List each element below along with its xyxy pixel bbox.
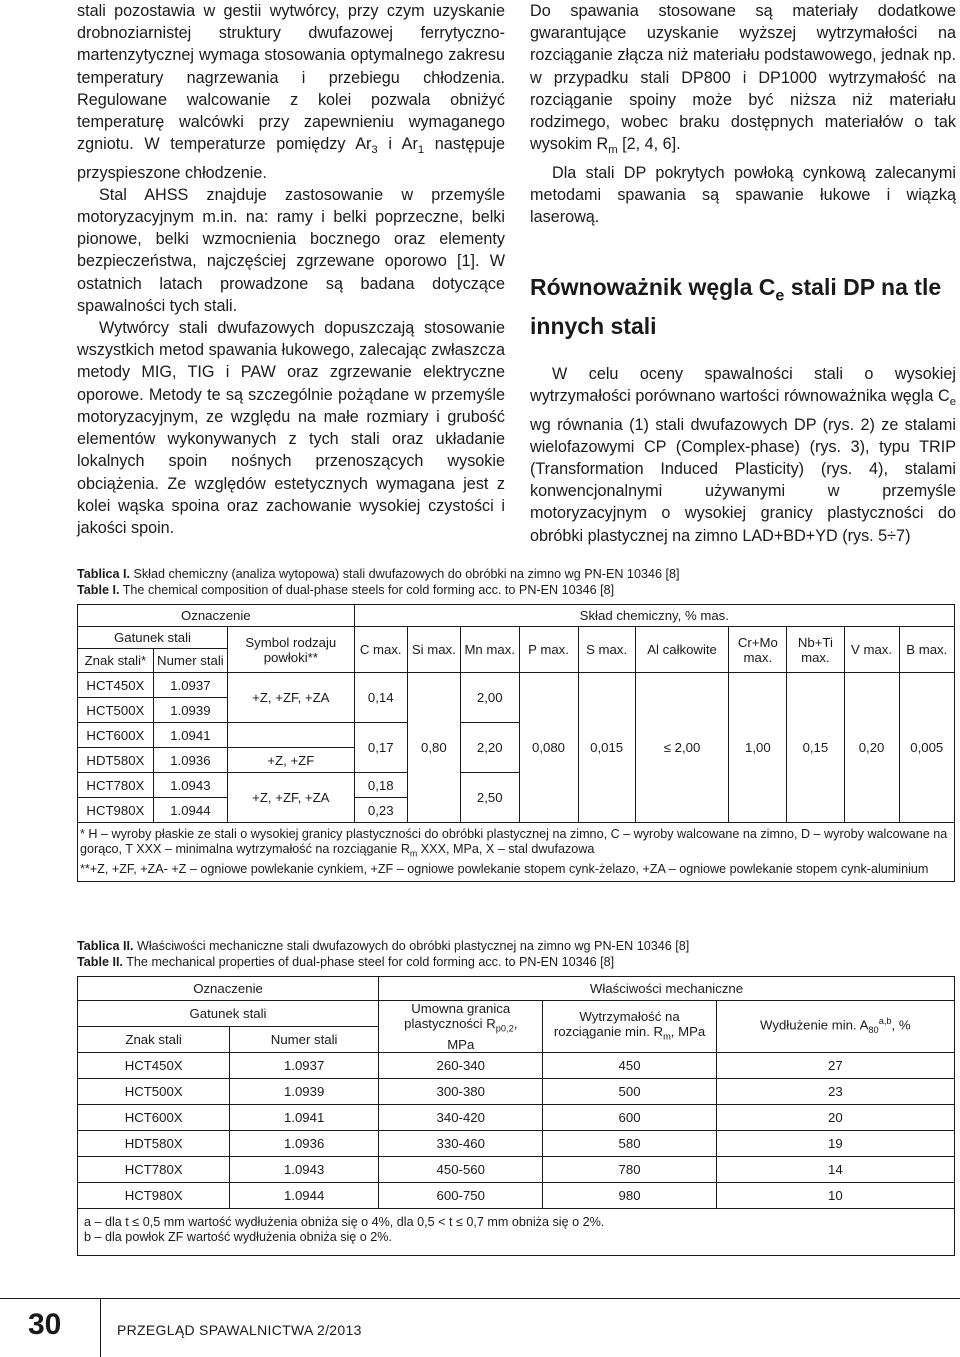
table2-cell-a: 23 (716, 1078, 954, 1104)
table1-cell-znak: HCT600X (78, 723, 154, 748)
table2-header-wlasciwosci: Właściwości mechaniczne (379, 977, 955, 1001)
table1-chemical-composition (77, 604, 955, 882)
table2-cell-numer: 1.0943 (230, 1156, 379, 1182)
table2-cell-a: 19 (716, 1130, 954, 1156)
table2-header-gatunek: Gatunek stali (78, 1001, 379, 1027)
table2-cell-a: 20 (716, 1104, 954, 1130)
table1-header-si: Si max. (407, 627, 460, 673)
table2-cell-rm: 450 (543, 1052, 716, 1078)
table-row (78, 1001, 955, 1027)
table2-note-b: b – dla powłok ZF wartość wydłużenia obniża się o 2%. (84, 1229, 392, 1244)
right-column (530, 0, 956, 547)
table1-cell-numer: 1.0941 (153, 723, 227, 748)
table2-cell-rm: 600 (543, 1104, 716, 1130)
table1-cell-symbol-empty (228, 723, 355, 748)
table1-cell-b: 0,005 (899, 673, 954, 823)
table2-cell-znak: HCT780X (78, 1156, 230, 1182)
table1-header-p: P max. (519, 627, 578, 673)
table1-cell-znak: HCT500X (78, 698, 154, 723)
table1-header-symbol: Symbol rodzaju powłoki** (228, 627, 355, 673)
table2-cell-numer: 1.0936 (230, 1130, 379, 1156)
table-row (78, 823, 955, 882)
table2-cell-rp: 600-750 (379, 1182, 543, 1208)
table2-caption (77, 938, 689, 970)
table1-cell-numer: 1.0936 (153, 748, 227, 773)
table1-cell-si: 0,80 (407, 673, 460, 823)
table2-cell-numer: 1.0937 (230, 1052, 379, 1078)
table2-cell-znak: HDT580X (78, 1130, 230, 1156)
table2-cell-rm: 580 (543, 1130, 716, 1156)
table1-cell-symbol: +Z, +ZF (228, 748, 355, 773)
table1-cell-c: 0,18 (354, 773, 407, 798)
left-paragraph-1: stali pozostawia w gestii wytwórcy, przy czym uzyskanie drobnoziarnistej struktury dwufazowej ferrytyczno-martenzytycznej wymaga stosowania optymalnego zakresu temperatury nagrzewania i przebiegu chłodzenia. Regulowane walcowanie z kolei pozwala obniżyć temperaturę walcówki przy zapewnieniu wymaganego zgniotu. W temperaturze pomiędzy $Ar_3$ i $Ar_1$ następuje przyspieszone chłodzenie. (77, 2, 505, 182)
table1-cell-mn: 2,00 (460, 673, 519, 723)
right-paragraph-2: Dla stali DP pokrytych powłoką cynkową zalecanymi metodami spawania są spawanie łukowe i wiązką laserową. (530, 163, 956, 227)
table2-cell-rp: 340-420 (379, 1104, 543, 1130)
table2-cell-rm: 980 (543, 1182, 716, 1208)
table2-header-oznaczenie: Oznaczenie (78, 977, 379, 1001)
table1-cell-mn: 2,20 (460, 723, 519, 773)
table1-header-sklad: Skład chemiczny, % mas. (354, 605, 954, 627)
table1-header-crmo: Cr+Mo max. (729, 627, 787, 673)
table2-cell-rp: 300-380 (379, 1078, 543, 1104)
table1-header-oznaczenie: Oznaczenie (78, 605, 355, 627)
table1-caption (77, 566, 679, 598)
table2-cell-rm: 500 (543, 1078, 716, 1104)
table-row (78, 1182, 955, 1208)
table1-cell-numer: 1.0937 (153, 673, 227, 698)
table-row (78, 1052, 955, 1078)
table1-cell-symbol: +Z, +ZF, +ZA (228, 673, 355, 723)
page-number: 30 (28, 1308, 62, 1341)
table1-notes (78, 823, 955, 882)
right-paragraph-3: W celu oceny spawalności stali o wysokiej wytrzymałości porównano wartości równoważnika węgla $C_e$ wg równania (1) stali dwufazowych DP (rys. 2) ze stalami wielofazowymi CP (Complex-phase) (rys. 3), typu TRIP (Transformation Induced Plasticity) (rys. 4), stalami konwencjonalnymi używanymi w przemyśle motoryzacyjnym o wysokiej granicy plastyczności do obróbki plastycznej na zimno LAD+BD+YD (rys. 5÷7) (530, 364, 956, 545)
table2-cell-rp: 260-340 (379, 1052, 543, 1078)
table1-cell-numer: 1.0944 (153, 798, 227, 823)
table1-cell-numer: 1.0943 (153, 773, 227, 798)
table1-header-v: V max. (844, 627, 899, 673)
table1-header-mn: Mn max. (460, 627, 519, 673)
left-column (77, 0, 505, 539)
table2-cell-a: 27 (716, 1052, 954, 1078)
table2-cell-znak: HCT980X (78, 1182, 230, 1208)
table1-cell-s: 0,015 (578, 673, 635, 823)
table2-cell-numer: 1.0944 (230, 1182, 379, 1208)
table1-note-1: * H – wyroby płaskie ze stali o wysokiej granicy plastyczności do obróbki plastycznej na zimno, C – wyroby walcowane na zimno, D – wyroby walcowane na gorąco, T XXX – minimalna wytrzymałość na rozciąganie $R_m$ XXX, MPa, X – stal dwufazowa (80, 827, 948, 859)
table2-note-a: a – dla t ≤ 0,5 mm wartość wydłużenia obniża się o 4%, dla 0,5 < t ≤ 0,7 mm obniża się o 2%. (84, 1214, 605, 1229)
left-paragraph-3: Wytwórcy stali dwufazowych dopuszczają stosowanie wszystkich metod spawania łukowego, zalecając zwłaszcza metody MIG, TIG i PAW oraz zgrzewanie elektryczne oporowe. Metody te są szczególnie pożądane w przemyśle motoryzacyjnym, ze względu na małe rozmiary i grubość elementów wykonywanych z tych stali oraz układanie lokalnych spoin nośnych przenoszących wysokie obciążenia. Ze względów estetycznych wymagana jest z kolei wąska spoina oraz zachowanie wysokiej czystości i jakości spoin. (77, 319, 505, 537)
table1-cell-numer: 1.0939 (153, 698, 227, 723)
table2-cell-rp: 330-460 (379, 1130, 543, 1156)
table2-caption-pl: Tablica II. Właściwości mechaniczne stali dwufazowych do obróbki plastycznej na zimno wg PN-EN 10346 [8] (77, 939, 690, 953)
table-row (78, 627, 955, 649)
table2-cell-a: 10 (716, 1182, 954, 1208)
table2-cell-numer: 1.0939 (230, 1078, 379, 1104)
table1-cell-c: 0,14 (354, 673, 407, 723)
publication-title: PRZEGLĄD SPAWALNICTWA 2/2013 (117, 1322, 362, 1338)
table2-caption-en: Table II. The mechanical properties of dual-phase steel for cold forming acc. to PN-EN 10346 [8] (77, 955, 615, 969)
table1-caption-en: Table I. The chemical composition of dual-phase steels for cold forming acc. to PN-EN 10346 [8] (77, 583, 615, 597)
table2-cell-rp: 450-560 (379, 1156, 543, 1182)
table1-caption-pl: Tablica I. Skład chemiczny (analiza wytopowa) stali dwufazowych do obróbki na zimno wg PN-EN 10346 [8] (77, 567, 680, 581)
table1-cell-v: 0,20 (844, 673, 899, 823)
table1-cell-znak: HCT450X (78, 673, 154, 698)
table2-header-numer: Numer stali (230, 1026, 379, 1052)
table-row (78, 1104, 955, 1130)
section-heading: Równoważnik węgla $C_e$ stali DP na tle innych stali (530, 274, 942, 339)
table2-mechanical-properties (77, 976, 955, 1256)
right-paragraph-1: Do spawania stosowane są materiały dodatkowe gwarantujące uzyskanie wyższej wytrzymałości na rozciąganie złącza niż materiału podstawowego, jednak np. w przypadku stali DP800 i DP1000 wytrzymałość na rozciąganie spoiny może być niższa niż materiału rodzimego, wobec braku dostępnych materiałów o tak wysokim $R_m$ [2, 4, 6]. (530, 2, 956, 157)
table1-cell-nbti: 0,15 (787, 673, 844, 823)
table1-cell-c: 0,17 (354, 723, 407, 773)
table1-header-c: C max. (354, 627, 407, 673)
table2-cell-a: 14 (716, 1156, 954, 1182)
table-row (78, 673, 955, 698)
table-row (78, 977, 955, 1001)
table2-cell-rm: 780 (543, 1156, 716, 1182)
table1-header-al: Al całkowite (635, 627, 729, 673)
table1-header-b: B max. (899, 627, 954, 673)
table1-header-s: S max. (578, 627, 635, 673)
table1-cell-c: 0,23 (354, 798, 407, 823)
table1-cell-symbol: +Z, +ZF, +ZA (228, 773, 355, 823)
footer-rule (100, 1298, 960, 1299)
table2-header-znak: Znak stali (78, 1026, 230, 1052)
table1-cell-al: ≤ 2,00 (635, 673, 729, 823)
table2-header-rm: Wytrzymałość na rozciąganie min. $R_m$, MPa (543, 1001, 716, 1053)
table1-cell-znak: HCT980X (78, 798, 154, 823)
table2-notes (78, 1208, 955, 1255)
table1-note-2: **+Z, +ZF, +ZA- +Z – ogniowe powlekanie cynkiem, +ZF – ogniowe powlekanie stopem cynk-żelazo, +ZA – ogniowe powlekanie stopem cynk-aluminium (80, 861, 929, 876)
table1-header-gatunek: Gatunek stali (78, 627, 228, 649)
table1-header-znak: Znak stali* (78, 649, 154, 673)
table2-cell-znak: HCT500X (78, 1078, 230, 1104)
table1-cell-mn: 2,50 (460, 773, 519, 823)
table-row (78, 1156, 955, 1182)
table2-cell-numer: 1.0941 (230, 1104, 379, 1130)
table1-header-nbti: Nb+Ti max. (787, 627, 844, 673)
table2-header-rp: Umowna granica plastyczności $R_{p0,2}$, MPa (379, 1001, 543, 1053)
table-row (78, 1208, 955, 1255)
table1-cell-znak: HDT580X (78, 748, 154, 773)
table1-cell-znak: HCT780X (78, 773, 154, 798)
table-row (78, 1130, 955, 1156)
table1-cell-p: 0,080 (519, 673, 578, 823)
table1-cell-crmo: 1,00 (729, 673, 787, 823)
table2-cell-znak: HCT600X (78, 1104, 230, 1130)
table2-cell-znak: HCT450X (78, 1052, 230, 1078)
table1-header-numer: Numer stali (153, 649, 227, 673)
left-paragraph-2: Stal AHSS znajduje zastosowanie w przemyśle motoryzacyjnym m.in. na: ramy i belki poprzeczne, belki pionowe, belki wzmocnienia bocznego oraz elementy bezpieczeństwa, najczęściej zgrzewane oporowo [1]. W ostatnich latach prowadzone są badana dotyczące spawalności tych stali. (77, 185, 505, 315)
table-row (78, 1078, 955, 1104)
table2-header-a: Wydłużenie min. $A_{80}^{a,b}$, % (716, 1001, 954, 1053)
table-row (78, 605, 955, 627)
